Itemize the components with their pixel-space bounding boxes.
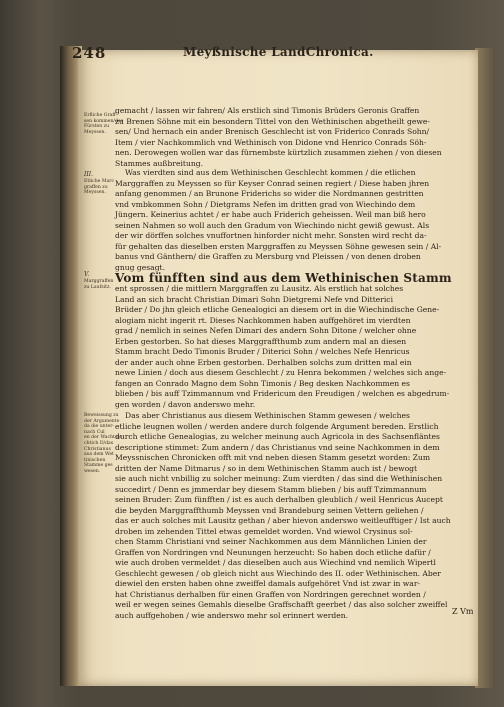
text-line: dritten der Name Ditmarus / so in dem Wethinischen Stamm auch ist / bewogt [115,463,418,473]
paragraph-fifth-line [115,272,472,410]
text-line: für gehalten das dieselben ersten Marggraffen zu Meyssen Söhne gewesen sein / Al- [115,241,442,251]
text-line: gen worden / davon anderswo mehr. [115,399,256,409]
text-line: Item / vier Nachkommlich vnd Wethinisch von Didone vnd Henrico Conrads Söh- [115,137,427,147]
text-line: gemacht / lassen wir fahren/ Als erstlich sind Timonis Brüders Geronis Graffen [115,106,420,115]
text-line: zu Brenen Söhne mit ein besondern Tittel von den Wethinischen abgetheilt gewe- [115,116,430,126]
text-line: Marggraffen zu Meyssen so für Keyser Conrad seinen regiert / Diese haben jhren [115,178,430,188]
text-line: vnd vmbkommen Sohn / Dietgrams Nefen im dritten grad von Wiechindo dem [115,199,416,209]
sidenote-line: Marggraffen [84,279,114,284]
sidenote-line: chtich D/das [84,440,114,446]
text-line: ent sprossen / die mittlern Marggraffen zu Lausitz. Als erstlich hat solches [115,284,404,293]
sidenote-marker: V. [84,271,90,278]
running-head: Meyßnische LandChronica. [183,45,374,59]
text-line: diewiel den ersten haben ohne zweiffel damals aufgehöret Vnd ist zwar in war- [115,579,421,588]
text-line: der ander auch ohne Erben gestorben. Derhalben solchs zum dritten mal ein [115,357,412,367]
paragraph-christianus [115,411,472,621]
text-line: nen. Derowegen wollen war das fürnembste kürtzlich zusammen ziehen / von diesen [115,148,442,157]
paragraph-intro [115,106,472,169]
text-line: succedirt / Denn es jmmerdar bey diesem Stamm blieben / bis auff Tzimmannum [115,484,427,494]
text-line: durch etliche Genealogias, zu welcher meinung auch Agricola in des Sachsenfläntes [115,432,440,441]
sidenote-margraves-lausitz [84,272,116,290]
sidenote-line: nach Cul [84,429,105,435]
text-line: fangen an Conrado Magno dem Sohn Timonis / Beg desken Nachkommen es [115,378,410,388]
text-line: Land an sich bracht Christian Dimari Sohn Dietgremi Nefe vnd Ditterici [115,294,393,304]
sidenote-proof [84,413,123,475]
text-line: sie auch nicht vnbillig zu solcher meinung: Zum vierdten / das sind die Wethinischen [115,474,443,483]
text-line: weil er wegen seines Gemahls dieselbe Graffschafft geerbet / das also solcher zweiffel [115,600,448,609]
sidenote-line: sen kommen/des [84,118,123,124]
sidenote-line: Meyssen. [84,190,106,196]
section-heading-line: Vom fünfften sind aus dem Wethinischen Stamm [115,271,452,285]
sidenote-line: Meyssen. [84,129,106,135]
text-line: etliche leugnen wollen / werden andere durch folgende Argument bereden. Erstlich [115,421,439,431]
text-line: sen/ Und hernach ein ander Brenisch Geschlecht ist von Friderico Conrads Sohn/ [115,127,430,136]
sidenote-line: Fürsten zu [84,124,110,130]
paragraph-fourth-line [115,168,472,273]
text-line: Meyssnischen Chronicken offt mit vnd neben diesen Stamm gesetzt worden: Zum [115,453,431,462]
text-line: Stamm bracht Dedo Timonis Bruder / Diterici Sohn / welches Nefe Henricus [115,347,410,356]
text-line: der wir dörffen solches vnuffortnen hinforder nicht mehr. Sonsten wird recht da- [115,231,427,240]
text-line: auch auffgehoben / wie anderswo mehr sol erinnert werden. [115,610,349,620]
text-line: grad / nemlich in seines Nefen Dimari des andern Sohn Ditone / welcher ohne [115,326,417,335]
text-line: newe Linien / doch aus diesem Geschlecht / zu Henra bekommen / welches sich ange- [115,368,447,377]
text-line: Graffen von Nordringen vnd Neunungen herzeucht: So haben doch etliche dafür / [115,547,431,557]
text-line: Erben gestorben. So hat dieses Marggraffthumb zum andern mal an diesen [115,336,407,346]
text-line: descriptione stimmet: Zum andern / das Christianus vnd seine Nachkommen in dem [115,442,440,452]
text-line: Stammes außbreitung. [115,158,203,168]
book-cover-edge [475,48,495,688]
sidenote-line: zu Laufsitz. [84,284,111,290]
text-line: seinen Bruder: Zum fünfften / ist es auch derhalben gleublich / weil Henricus Aucept [115,495,443,504]
sidenote-line: Stamme ges [84,463,113,469]
text-line: Brüder / Do jhn gleich etliche Genealogici an diesem ort in die Wiechindische Gene- [115,305,440,314]
text-line: die beyden Marggraffthumb Meyssen vnd Brandeburg seinen Vettern geliehen / [115,505,424,515]
text-line: Was vierdten sind aus dem Wethinischen Geschlecht kommen / die etlichen [125,168,416,177]
text-line: hat Christianus derhalben für einen Graffen von Nordringen gerechnet worden / [115,589,426,599]
text-line: Geschlecht gewesen / ob gleich nicht aus Wiechindo des II. oder Wethinischen. Aber [115,568,441,578]
text-line: droben im zehenden Tittel etwas gemeldet worden. Vnd wiewol Crysinus sol- [115,526,413,536]
sidenote-line: Christianus [84,446,111,452]
sidenote-counts [84,113,123,135]
catchword: Z Vm [452,607,474,616]
text-line: chen Stamm Christiani vnd seiner Nachkommen aus dem Männlichen Linien der [115,537,427,546]
text-line: seinen Nahmen so woll auch den Gradum von Wiechindo nicht gewiß gewust. Als [115,220,430,230]
sidenote-line: da die unter- [84,424,114,430]
page-number: 248 [72,44,107,62]
sidenote-line: Etliche Marc [84,179,115,184]
sidenote-marker: III. [84,171,94,178]
text-line: wie auch droben vermeldet / das dieselben auch aus Wiechind vnd nemlich Wipertl [115,558,436,567]
text-line: gnug gesagt. [115,262,166,272]
sidenote-line: wesen. [84,468,101,474]
text-line: banus vnd Gänthern/ die Graffen zu Mersburg vnd Pleissen / von denen droben [115,252,421,261]
text-line: das er auch solches mit Lausitz gethan / aber hievon anderswo weitleufftiger / Ist auch [115,516,451,525]
text-line: Jüngern. Keinerius achtet / er habe auch Friderich geheissen. Weil man biß hero [115,210,426,219]
text-line: anfang genommen / an Brunone Friderichs so wider die Nordmannen gestritten [115,189,424,198]
sidenote-line: der Argumente [84,418,120,424]
text-line: blieben / bis auff Tzimmannum vnd Fridericum den Freudigen / welchen es abgedrum- [115,389,450,398]
sidenote-line: Beweissung zu [84,413,119,418]
sidenote-margraves-meissen [84,172,116,196]
sidenote-line: graffen zu [84,184,108,190]
sidenote-line: aus dem Wet [84,452,114,458]
sidenote-line: tinischen [84,457,106,463]
sidenote-line: Erfliche Graff [84,113,116,118]
text-line: Das aber Christianus aus diesem Wethinischen Stamm gewesen / welches [125,411,410,420]
text-line: alogiam nicht ingerit rt. Dieses Nachkommen haben auffgehöret im vierdten [115,315,411,325]
sidenote-line: en der Wacht ge [84,435,123,441]
